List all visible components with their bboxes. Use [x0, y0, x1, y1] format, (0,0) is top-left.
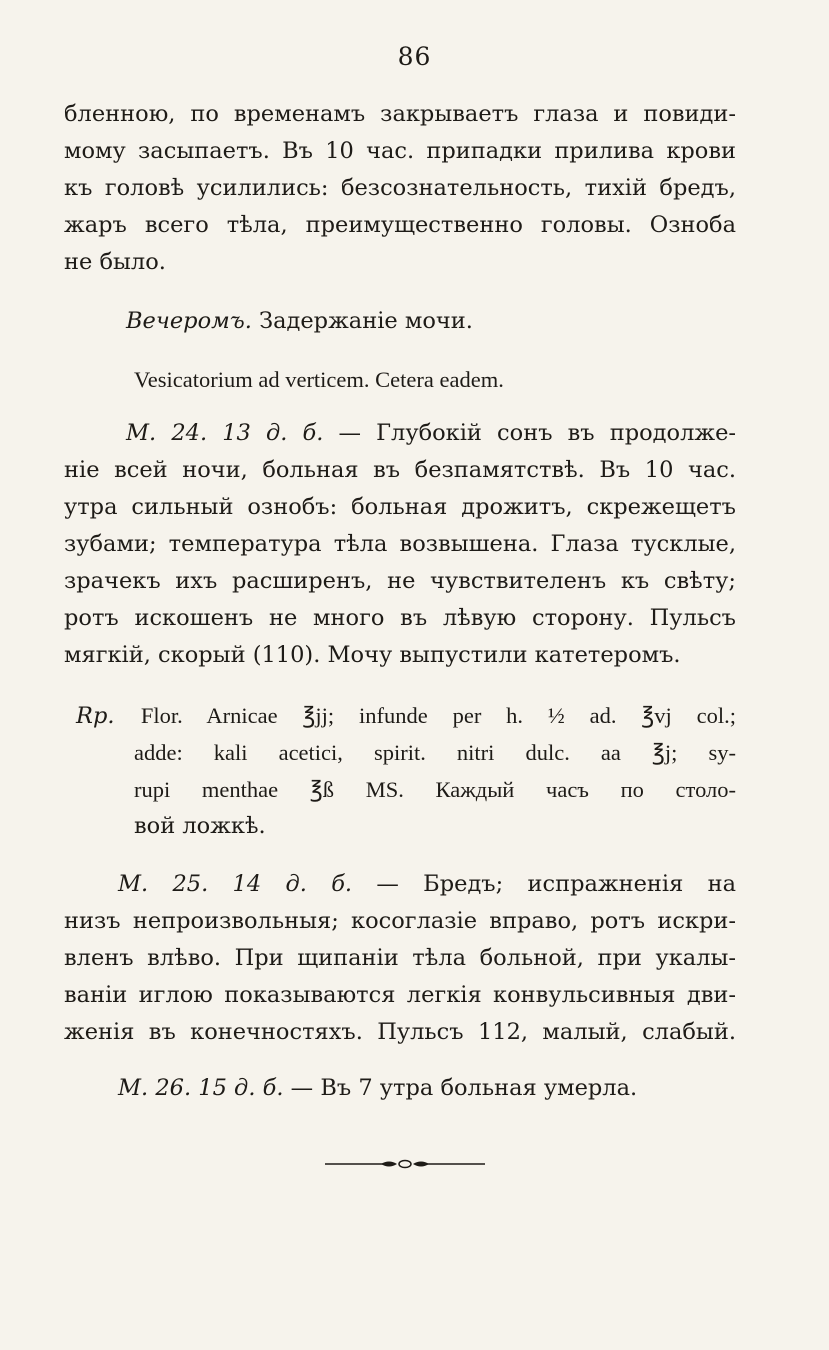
text-line: Vesicatorium ad verticem. Cetera eadem. [134, 367, 504, 392]
paragraph-day-13 [64, 415, 736, 674]
paragraph-day-15 [64, 1070, 736, 1107]
text-line: мому засыпаетъ. Въ 10 час. припадки прилива крови [64, 138, 736, 164]
entry-label-day-14: M. 25. 14 д. б. [118, 871, 353, 897]
ornament-divider [325, 1158, 485, 1170]
text-line: rupi menthae ℥ß MS. Каждый часъ по столо- [134, 777, 736, 802]
text-line: зрачекъ ихъ расширенъ, не чувствителенъ къ свѣту; [64, 568, 736, 594]
text-line: жаръ всего тѣла, преимущественно головы. Озноба [64, 212, 736, 238]
text-line: вой ложкѣ. [134, 813, 266, 839]
rx-label: Rp. [76, 703, 115, 729]
entry-text: — Глубокій сонъ въ продолже- [338, 420, 736, 446]
text-line: ротъ искошенъ не много въ лѣвую сторону. Пульсъ [64, 605, 736, 631]
text-line: къ головѣ усилились: безсознательность, тихій бредъ, [64, 175, 736, 201]
text-line: ваніи иглою показываются легкія конвульсивныя дви- [64, 982, 736, 1008]
entry-text: — Бредъ; испражненія на [376, 871, 736, 897]
page-number: 86 [397, 42, 432, 71]
entry-text: Задержаніе мочи. [259, 308, 473, 334]
prescription-vesicatorium [64, 361, 736, 398]
text-line: бленною, по временамъ закрываетъ глаза и повиди- [64, 101, 736, 127]
entry-label-day-13: M. 24. 13 д. б. [126, 420, 324, 446]
text-line: мягкій, скорый (110). Мочу выпустили катетеромъ. [64, 642, 681, 668]
paragraph-day-14 [64, 866, 736, 1051]
paragraph-evening [64, 303, 736, 340]
paragraph-continuation [64, 96, 736, 281]
entry-label-evening: Вечеромъ. [126, 308, 252, 334]
text-line: не было. [64, 249, 166, 275]
entry-text: Flor. Arnicae ℥jj; infunde per h. ½ ad. ℥vj col.; [140, 703, 736, 728]
text-line: зубами; температура тѣла возвышена. Глаза тусклые, [64, 531, 736, 557]
text-line: adde: kali acetici, spirit. nitri dulc. aa ℥j; sy- [134, 740, 736, 765]
text-line: утра сильный ознобъ: больная дрожитъ, скрежещетъ [64, 494, 736, 520]
text-line: низъ непроизвольныя; косоглазіе вправо, ротъ искри- [64, 908, 736, 934]
entry-label-day-15: M. 26. 15 д. б. [118, 1075, 284, 1101]
text-line: вленъ влѣво. При щипаніи тѣла больной, при укалы- [64, 945, 736, 971]
prescription-arnica [64, 697, 736, 845]
text-line: женія въ конечностяхъ. Пульсъ 112, малый, слабый. [64, 1019, 736, 1045]
entry-text: — Въ 7 утра больная умерла. [290, 1075, 638, 1101]
text-line: ніе всей ночи, больная въ безпамятствѣ. Въ 10 час. [64, 457, 736, 483]
